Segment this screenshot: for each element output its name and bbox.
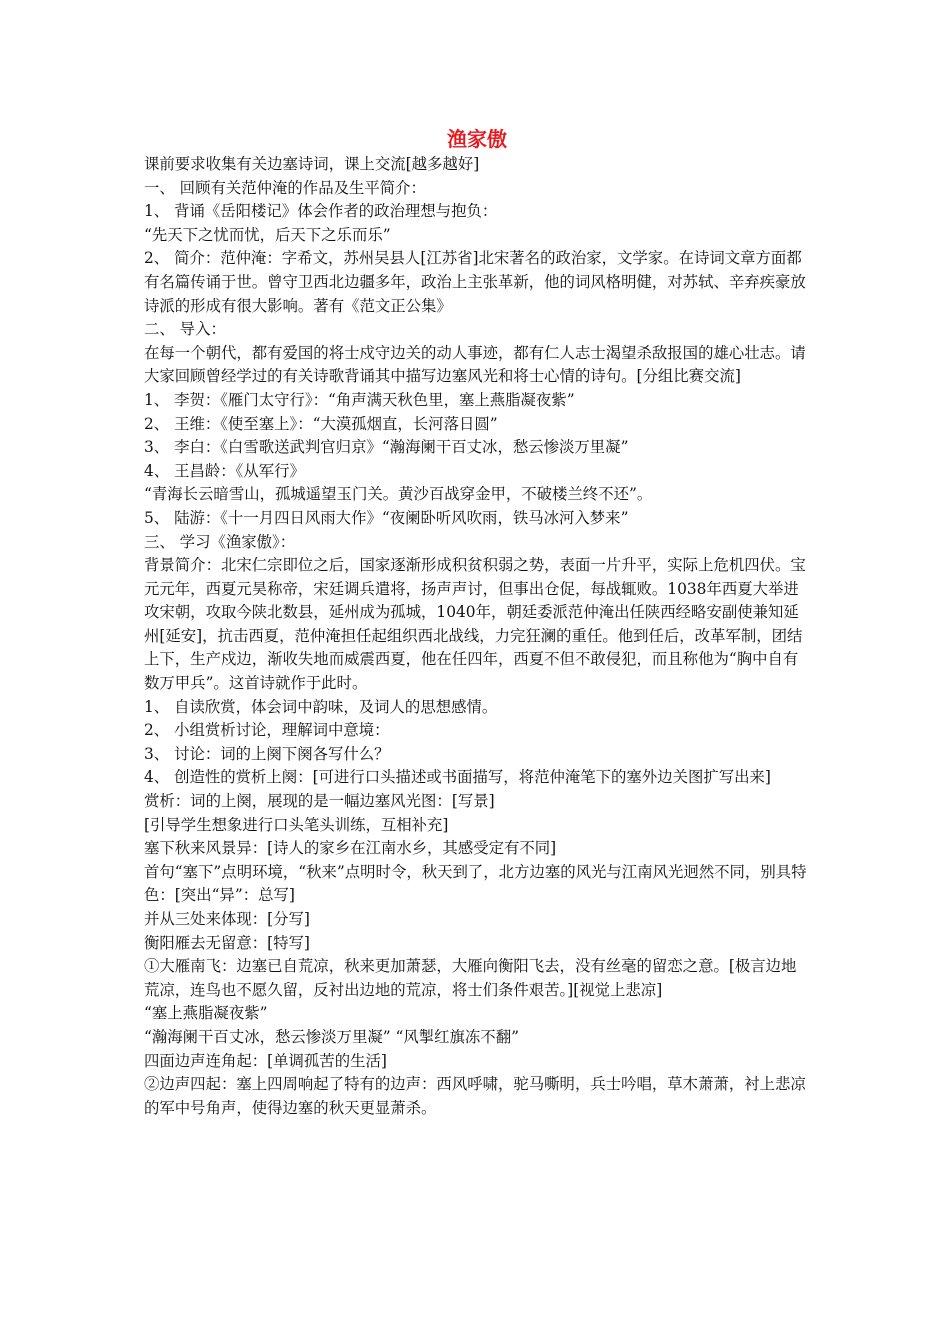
paragraph: 塞下秋来风景异：[诗人的家乡在江南水乡，其感受定有不同] xyxy=(144,839,557,858)
paragraph: “先天下之忧而忧，后天下之乐而乐” xyxy=(144,225,391,244)
paragraph: 课前要求收集有关边塞诗词，课上交流[越多越好] xyxy=(144,155,480,173)
paragraph: “瀚海阑干百丈冰，愁云惨淡万里凝” “风掣红旗冻不翻” xyxy=(144,1027,519,1046)
paragraph: 并从三处来体现：[分写] xyxy=(144,910,310,928)
paragraph: 衡阳雁去无留意：[特写] xyxy=(144,933,310,952)
paragraph: 3、 讨论：词的上阕下阕各写什么？ xyxy=(144,744,390,763)
paragraph: 5、 陆游：《十一月四日风雨大作》“夜阑卧听风吹雨，铁马冰河入梦来” xyxy=(144,508,629,527)
document-title: 渔家傲 xyxy=(447,127,507,151)
paragraph: 三、 学习《渔家傲》： xyxy=(144,532,296,551)
paragraph: 首句“塞下”点明环境，“秋来”点明时令，秋天到了，北方边塞的风光与江南风光迥然不同，别具特色：[突出“异”：总写] xyxy=(144,862,807,905)
document-body xyxy=(144,153,810,1120)
paragraph: 2、 小组赏析讨论，理解词中意境： xyxy=(144,721,390,740)
paragraph: 3、 李白：《白雪歌送武判官归京》“瀚海阑干百丈冰，愁云惨淡万里凝” xyxy=(144,438,629,457)
paragraph: 1、 背诵《岳阳楼记》体会作者的政治理想与抱负： xyxy=(144,202,498,221)
paragraph: 4、 创造性的赏析上阕：[可进行口头描述或书面描写，将范仲淹笔下的塞外边关图扩写出来] xyxy=(144,768,771,787)
paragraph: 1、 李贺：《雁门太守行》：“角声满天秋色里，塞上燕脂凝夜紫” xyxy=(144,390,575,409)
paragraph: 四面边声连角起：[单调孤苦的生活] xyxy=(144,1051,387,1070)
paragraph: 二、 导入： xyxy=(144,320,226,339)
paragraph: 2、 简介：范仲淹：字希文，苏州吴县人[江苏省]北宋著名的政治家，文学家。在诗词文章方面都有名篇传诵于世。曾守卫西北边疆多年，政治上主张革新，他的词风格明健，对苏轼、辛弃疾豪放诗派的形成有很大影响。著有《范文正公集》 xyxy=(144,249,806,315)
paragraph: 一、 回顾有关范仲淹的作品及生平简介： xyxy=(144,178,426,197)
paragraph: “青海长云暗雪山，孤城遥望玉门关。黄沙百战穿金甲，不破楼兰终不还”。 xyxy=(144,485,653,504)
paragraph: ①大雁南飞：边塞已自荒凉，秋来更加萧瑟，大雁向衡阳飞去，没有丝毫的留恋之意。[极言边地荒凉，连鸟也不愿久留，反衬出边地的荒凉，将士们条件艰苦。][视觉上悲凉] xyxy=(144,957,797,999)
paragraph: ②边声四起：塞上四周响起了特有的边声：西风呼啸，驼马嘶明，兵士吟唱，草木萧萧，衬上悲凉的军中号角声，使得边塞的秋天更显萧杀。 xyxy=(144,1075,806,1117)
paragraph: 在每一个朝代，都有爱国的将士戍守边关的动人事迹，都有仁人志士渴望杀敌报国的雄心壮志。请大家回顾曾经学过的有关诗歌背诵其中描写边塞风光和将士心情的诗句。[分组比赛交流] xyxy=(144,343,806,386)
paragraph: “塞上燕脂凝夜紫” xyxy=(144,1004,268,1023)
paragraph: 2、 王维：《使至塞上》：“大漠孤烟直，长河落日圆” xyxy=(144,414,498,433)
paragraph: [引导学生想象进行口头笔头训练，互相补充] xyxy=(144,815,449,834)
paragraph: 1、 自读欣赏，体会词中韵味，及词人的思想感情。 xyxy=(144,697,498,716)
paragraph: 4、 王昌龄：《从军行》 xyxy=(144,461,305,480)
paragraph: 背景简介：北宋仁宗即位之后，国家逐渐形成积贫积弱之势，表面一片升平，实际上危机四伏。宝元元年，西夏元昊称帝，宋廷调兵遣将，扬声声讨，但事出仓促，每战辄败。1038年西夏大举进攻宋朝，攻取今陕北数县，延州成为孤城，1040年，朝廷委派范仲淹出任陕西经略安副使兼知延州[延安]，抗击西夏，范仲淹担任起组织西北战线，力完狂澜的重任。他到任后，改革军制，团结上下，生产戍边，渐收失地而威震西夏，他在任四年，西夏不但不敢侵犯，而且称他为“胸中自有数万甲兵”。这首诗就作于此时。 xyxy=(144,556,806,693)
paragraph: 赏析：词的上阕，展现的是一幅边塞风光图：[写景] xyxy=(144,792,495,811)
